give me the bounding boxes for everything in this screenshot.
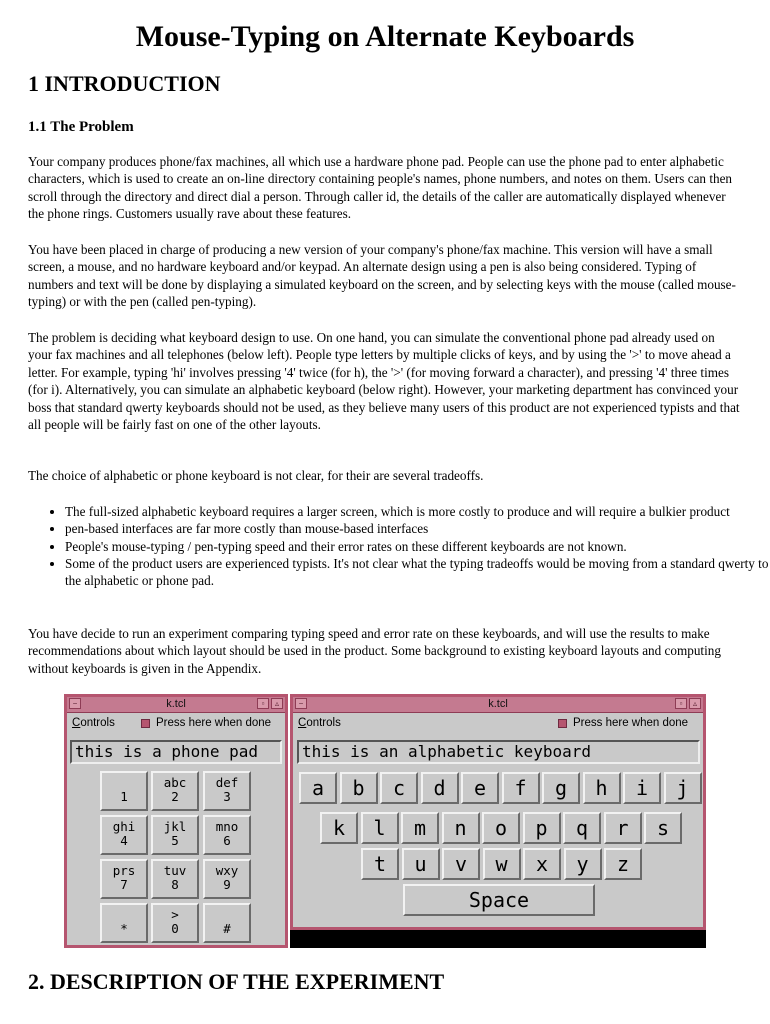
document-title: Mouse-Typing on Alternate Keyboards (135, 20, 635, 53)
window-menu-icon[interactable]: − (295, 698, 307, 709)
controls-menu[interactable]: Controls (72, 717, 115, 729)
phone-key-digit: 0 (171, 921, 179, 936)
phone-key[interactable] (151, 859, 199, 899)
phone-key-digit: 4 (120, 833, 128, 848)
alphabetic-text-entry[interactable]: this is an alphabetic keyboard (297, 740, 700, 764)
alpha-key[interactable]: d (421, 772, 459, 804)
phone-key[interactable] (151, 903, 199, 943)
phone-key-letters: mno (215, 819, 239, 834)
paragraph-company: Your company produces phone/fax machines, all which use a hardware phone pad. People can use the phone pad to enter alphabetic characters, which is used to create an on-line directory containing people's names, phone numbers, and notes on them. Users can then scroll through the directory and direct dial a person. Through caller id, the details of the caller are automatically displayed whenever the phone rings. Customers usually rave about these features. (28, 154, 733, 222)
alpha-key[interactable]: t (361, 848, 399, 880)
phone-key[interactable] (100, 815, 148, 855)
alpha-key[interactable]: l (361, 812, 399, 844)
phone-key-letters: prs (112, 863, 136, 878)
tradeoff-list (28, 503, 770, 589)
paragraph-new-version: You have been placed in charge of producing a new version of your company's phone/fax machine. This version will have a small screen, a mouse, and no hardware keyboard and/or keypad. An alternate design using a pen is also being considered. Typing of numbers and text will be done by displaying a simulated keyboard on the screen, and by selecting keys with the mouse (called mouse-typing) or with the pen (called pen-typing). (28, 242, 736, 310)
phone-key-letters: jkl (163, 819, 187, 834)
phone-text-entry[interactable]: this is a phone pad (70, 740, 282, 764)
minimize-icon[interactable]: ▫ (257, 698, 269, 709)
paragraph-tradeoffs: The choice of alphabetic or phone keyboard is not clear, for their are several tradeoffs. (28, 468, 484, 483)
window-menu-bar (67, 713, 285, 733)
alpha-key[interactable]: q (563, 812, 601, 844)
section-heading-experiment: 2. DESCRIPTION OF THE EXPERIMENT (28, 969, 445, 994)
alpha-key[interactable]: z (604, 848, 642, 880)
window-title-bar[interactable] (293, 697, 703, 713)
alpha-key[interactable]: a (299, 772, 337, 804)
done-checkbox[interactable] (141, 719, 150, 728)
phone-key[interactable] (203, 903, 251, 943)
section-heading-introduction: 1 INTRODUCTION (28, 71, 221, 96)
alpha-key[interactable]: v (442, 848, 480, 880)
alpha-key[interactable]: y (564, 848, 602, 880)
list-item: • Some of the product users are experienced typists. It's not clear what the typing tradeoffs would be moving from a standard qwerty to the alphabetic or phone pad. (65, 555, 770, 590)
alpha-key[interactable]: w (483, 848, 521, 880)
list-item: • People's mouse-typing / pen-typing speed and their error rates on these different keyboards are not known. (65, 538, 770, 555)
alpha-key[interactable]: r (604, 812, 642, 844)
phone-key-digit: 6 (223, 833, 231, 848)
window-shadow (290, 930, 706, 948)
phone-key[interactable] (100, 903, 148, 943)
alpha-key[interactable]: u (402, 848, 440, 880)
maximize-icon[interactable]: ▵ (271, 698, 283, 709)
phone-key-letters: ghi (112, 819, 136, 834)
window-title-bar[interactable] (67, 697, 285, 713)
paragraph-experiment: You have decide to run an experiment comparing typing speed and error rate on these keyboards, and will use the results to make recommendations about which layout should be used in the product. Some background to existing keyboard layouts and computing without keyboards is given in the Appendix. (28, 626, 721, 676)
phone-key[interactable] (203, 771, 251, 811)
phone-key-digit: # (223, 921, 231, 936)
phone-key[interactable] (203, 815, 251, 855)
alpha-key[interactable]: p (523, 812, 561, 844)
phone-key-digit: 2 (171, 789, 179, 804)
phone-key-letters: abc (163, 775, 187, 790)
paragraph-problem: The problem is deciding what keyboard design to use. On one hand, you can simulate the conventional phone pad already used on your fax machines and all telephones (below left). People type letters by multiple clicks of keys, and by using the '>' to move ahead a letter. For example, typing 'hi' involves pressing '4' twice (for h), the '>' (for moving forward a character), and pressing '4' three times (for i). Alternatively, you can simulate an alphabetic keyboard (below right). However, your marketing department has convinced your boss that standard qwerty keyboards should not be used, as they believe many users of this product are not experienced typists and that all people will be fairly fast on one of the other layouts. (28, 330, 740, 433)
phone-key-digit: 9 (223, 877, 231, 892)
subsection-heading-problem: 1.1 The Problem (28, 119, 134, 135)
alpha-key[interactable]: e (461, 772, 499, 804)
alpha-key[interactable]: h (583, 772, 621, 804)
phone-key-digit: 7 (120, 877, 128, 892)
alphabetic-keyboard-window (290, 694, 706, 930)
window-menu-bar (293, 713, 703, 733)
alpha-key[interactable]: f (502, 772, 540, 804)
window-title: k.tcl (488, 698, 508, 710)
phone-key-digit: 3 (223, 789, 231, 804)
phone-key[interactable] (100, 859, 148, 899)
maximize-icon[interactable]: ▵ (689, 698, 701, 709)
alpha-key[interactable]: g (542, 772, 580, 804)
done-label[interactable]: Press here when done (573, 717, 689, 729)
alpha-key[interactable]: s (644, 812, 682, 844)
alpha-key[interactable]: k (320, 812, 358, 844)
alpha-key[interactable]: c (380, 772, 418, 804)
window-menu-icon[interactable]: − (69, 698, 81, 709)
alpha-key[interactable]: b (340, 772, 378, 804)
alpha-key[interactable]: x (523, 848, 561, 880)
done-label[interactable]: Press here when done (156, 717, 272, 729)
list-item: • The full-sized alphabetic keyboard requires a larger screen, which is more costly to produce and will require a bulkier product (65, 503, 770, 520)
phone-key-letters: wxy (215, 863, 239, 878)
alpha-key[interactable]: i (623, 772, 661, 804)
alpha-key[interactable]: n (442, 812, 480, 844)
phone-key-digit: 8 (171, 877, 179, 892)
phone-key[interactable] (151, 771, 199, 811)
phone-key-digit: 5 (171, 833, 179, 848)
phone-key-letters: def (215, 775, 239, 790)
phone-key[interactable] (203, 859, 251, 899)
phone-key[interactable] (100, 771, 148, 811)
phone-key-digit: * (120, 921, 128, 936)
list-item: • pen-based interfaces are far more costly than mouse-based interfaces (65, 520, 770, 537)
phone-key[interactable] (151, 815, 199, 855)
controls-menu[interactable]: Controls (298, 717, 341, 729)
window-title: k.tcl (166, 698, 186, 710)
done-checkbox[interactable] (558, 719, 567, 728)
phone-key-letters: > (171, 907, 179, 922)
alpha-key[interactable]: j (664, 772, 702, 804)
phone-key-letters: tuv (163, 863, 187, 878)
minimize-icon[interactable]: ▫ (675, 698, 687, 709)
phone-key-digit: 1 (120, 789, 128, 804)
space-key[interactable]: Space (403, 884, 595, 916)
alpha-key[interactable]: o (482, 812, 520, 844)
alpha-key[interactable]: m (401, 812, 439, 844)
phone-pad-window (64, 694, 288, 948)
